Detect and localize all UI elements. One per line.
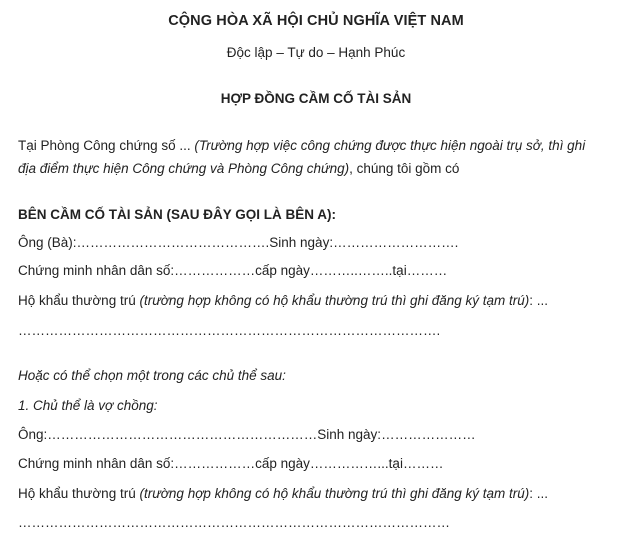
document-title: HỢP ĐỒNG CẦM CỐ TÀI SẢN <box>220 91 412 106</box>
spouse-id-field: Chứng minh nhân dân số:………………cấp ngày……………...tại……… <box>18 456 444 471</box>
residence-italic-note: (trường hợp không có hộ khẩu thường trú thì ghi đăng ký tạm trú) <box>139 293 530 308</box>
party-a-residence-dots: …………………………………………………………………………………. <box>18 323 441 338</box>
intro-paragraph-line-2 <box>18 160 624 178</box>
party-a-heading: BÊN CẦM CỐ TÀI SẢN (SAU ĐÂY GỌI LÀ BÊN A): <box>18 207 337 222</box>
intro-prefix: Tại Phòng Công chứng số ... <box>18 138 195 153</box>
spouse-residence-field <box>18 485 624 503</box>
national-motto: Độc lập – Tự do – Hạnh Phúc <box>226 45 406 60</box>
residence-label: Hộ khẩu thường trú <box>18 293 140 308</box>
residence-suffix: : ... <box>529 486 549 501</box>
residence-label: Hộ khẩu thường trú <box>18 486 140 501</box>
intro-italic-note-2: địa điểm thực hiện Công chứng và Phòng Công chứng) <box>18 161 350 176</box>
residence-suffix: : ... <box>529 293 549 308</box>
national-title: CỘNG HÒA XÃ HỘI CHỦ NGHĨA VIỆT NAM <box>168 13 464 29</box>
intro-italic-note-1: (Trường hợp việc công chứng được thực hiện ngoài trụ sở, thì ghi <box>194 138 586 153</box>
intro-paragraph-line-1 <box>18 137 624 155</box>
spouse-residence-dots: …………………………………………………………………………………… <box>18 515 450 530</box>
intro-suffix: , chúng tôi gồm có <box>349 161 460 176</box>
spouse-name-field: Ông:……………………………………………………Sinh ngày:………………… <box>18 427 476 442</box>
subject-1-heading: 1. Chủ thể là vợ chồng: <box>18 398 158 413</box>
alternatives-note: Hoặc có thể chọn một trong các chủ thể sau: <box>18 368 286 383</box>
party-a-name-field: Ông (Bà):…………………………………….Sinh ngày:………………………. <box>18 235 459 250</box>
residence-italic-note: (trường hợp không có hộ khẩu thường trú thì ghi đăng ký tạm trú) <box>139 486 530 501</box>
party-a-id-field: Chứng minh nhân dân số:………………cấp ngày………..……..tại……… <box>18 263 448 278</box>
party-a-residence-field <box>18 292 624 310</box>
